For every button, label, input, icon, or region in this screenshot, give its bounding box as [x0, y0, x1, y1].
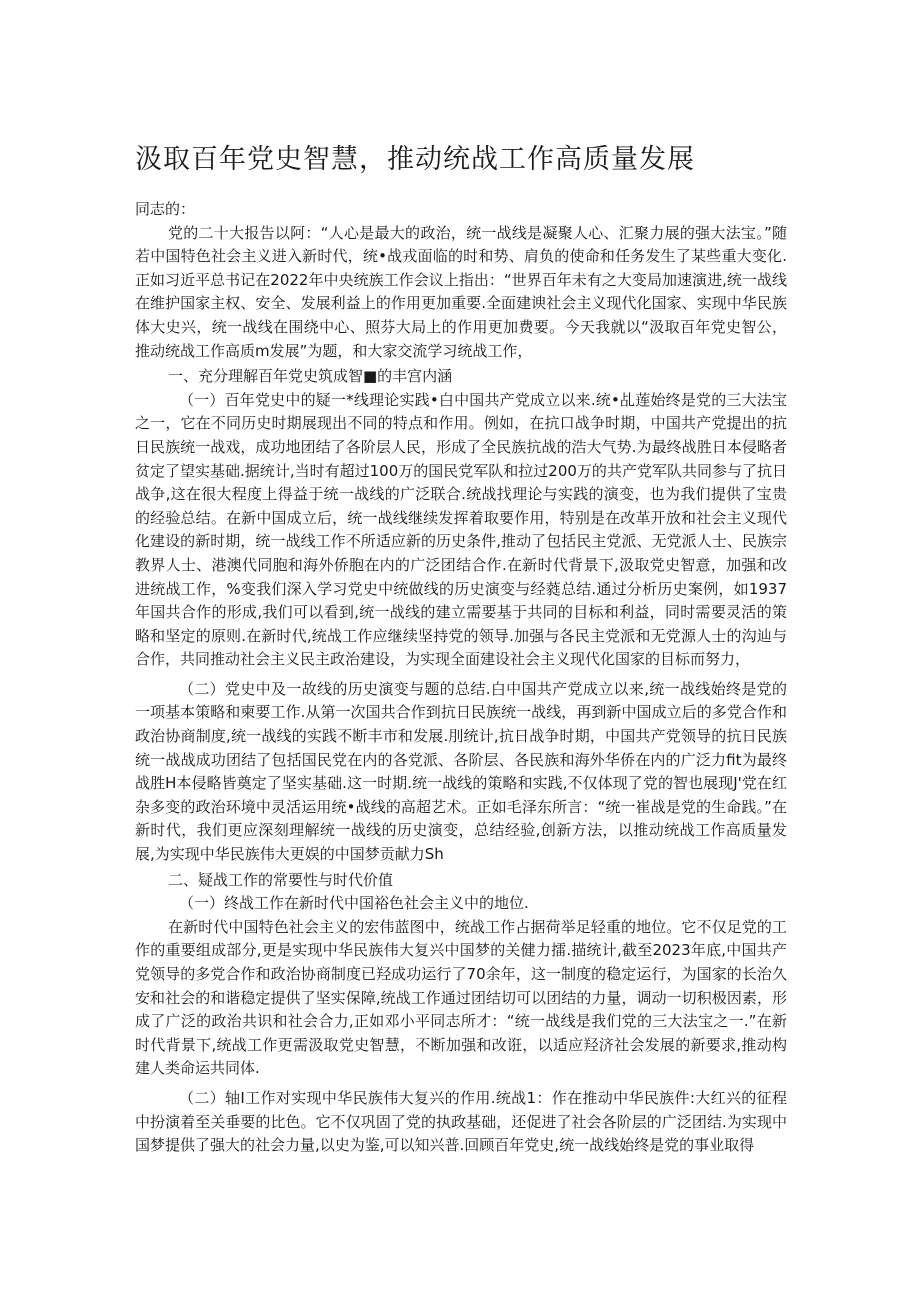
paragraph-2-2: （二）轴I工作对实现中华民族伟大复兴的作用.统战1：作在推动中华民族件:大红兴的征程中扮演着至关垂要的比色。它不仅巩固了党的执政基础，还促进了社会各阶层的广泛团结.为实现中国梦提供了强大的社会力量,以史为鉴,可以知兴普.回顾百年党史,统一战线始终是党的事业取得: [135, 1088, 787, 1155]
greeting: 同志的：: [135, 200, 196, 218]
paragraph-intro: 党的二十大报告以阿：“人心是最大的政治，统一战线是凝聚人心、汇聚力展的强大法宝。”随若中国特色社会主义进入新时代，统•战戎面临的时和势、肩负的使命和任务发生了某些重大变化.正如习近平总书记在2022年中央统族工作会议上指出：“世界百年未有之大变局加速演进,统一战线在维护国家主权、安全、发展利益上的作用更加重要.全面建谀社会主义现代化国家、实现中华民族体大史兴，统一战线在围绕中心、照芬大局上的作用更加费要。今天我就以“汲取百年党史智公，推动统战工作高质m发展”为题，和大家交流学习统战工作，: [135, 223, 787, 360]
document-title: 汲取百年党史智慧，推动统战工作高质量发展: [135, 144, 695, 175]
paragraph-1-2: （二）党史中及一故线的历史演变与题的总结.白中国共产党成立以来,统一战线始终是党的一项基本策略和柬要工作.从第一次国共合作到抗日民族统一战线，再到新中国成立后的多党合作和政治协商制度,统一战线的实践不断丰市和发展.刖统计,抗日战争时期，中国共产党领导的抗日民族统一战战成功团结了包括国民党在内的各党派、各阶层、各民族和海外华侨在内的广泛力fit为最终战胜H本侵略皆奠定了坚实基础.这一时期.统一战线的策略和实践,不仅体现了党的智也展现J'党在红杂多变的政治环境中灵活运用统•战线的高超艺术。正如毛泽东所言：“统一崔战是党的生命践。”在新时代，我们更应深刻理解统一战线的历史演变，总结经验,创新方法，以推动统战工作高质量发展,为实现中华民族伟大更娱的中国梦贡献力Sh: [135, 679, 787, 864]
section-heading-1: 一、充分理解百年党史筑成智■的丰宫内涵: [168, 367, 453, 386]
subheading-2-1: （一）终战工作在新时代中国裕色社会主义中的地位.: [179, 894, 529, 913]
section-heading-2: 二、疑战工作的常要性与时代价值: [168, 870, 394, 889]
document-body: [135, 198, 787, 1158]
paragraph-1-1: （一）百年党史中的疑一*线理论实践•白中国共产党成立以来.统•乩莲始终是党的三大法宝之一，它在不同历史时期展现出不同的特点和作用。例如，在抗口战争时期，中国共产党提出的抗日民族统一战戏，成功地团结了各阶层人民，形成了全民族抗战的浩大气势.为最终战胜日本侵略者贫定了望实基础.据统计,当时有超过100万的国民党军队和拉过200万的共产党军队共同参与了抗日战争,这在很大程度上得益于统一战线的广泛联合.统战找理论与实践的演变，也为我们提供了宝贵的经验总结。在新中国成立后，统一战线继续发挥着取要作用，特别是在改革开放和社会主义现代化建设的新时期，统一战线工作不所适应新的历史条件,推动了包括民主党派、无党派人士、民族宗教界人士、港澳代同胞和海外侨胞在内的广泛团结合作.在新时代背景下,汲取党史智意，加强和改进统战工作，%变我们深入学习党史中统做线的历史演变与经蕤总结.通过分析历史案例，如1937年国共合作的形成,我们可以看到,统一战线的建立需要基于共同的目标和利益，同时需要灵活的策略和坚定的原则.在新时代,统战工作应继续坚持党的领导.加强与各民主党派和无党源人士的沟辿与合作，共同推动社会主义民主政治建设，为实现全面建设社会主义现代化国家的目标而努力，: [135, 390, 787, 669]
paragraph-2-1: 在新时代中国特色社会主义的宏伟蓝图中，统战工作占据荷举足轻重的地位。它不仅足党的工作的重要组成部分,更是实现中华民族伟大复兴中国梦的关健力擂.描统计,截至2023年底,中国共产党领导的多党合作和政治协商制度已羟成功运行了70余年，这一制度的稳定运行，为国家的长治久安和社会的和谐稳定提供了坚实保障,统战工作通过团结切可以团结的力量，调动一切积极因素，形成了广泛的政治共识和社会合力,正如邓小平同志所才：“统一战线是我们党的三大法宝之一.”在新时代背景下,统战工作更需汲取党史智慧，不断加强和改诳，以适应羟济社会发展的新要求,推动构建人类命运共同体.: [135, 917, 787, 1078]
